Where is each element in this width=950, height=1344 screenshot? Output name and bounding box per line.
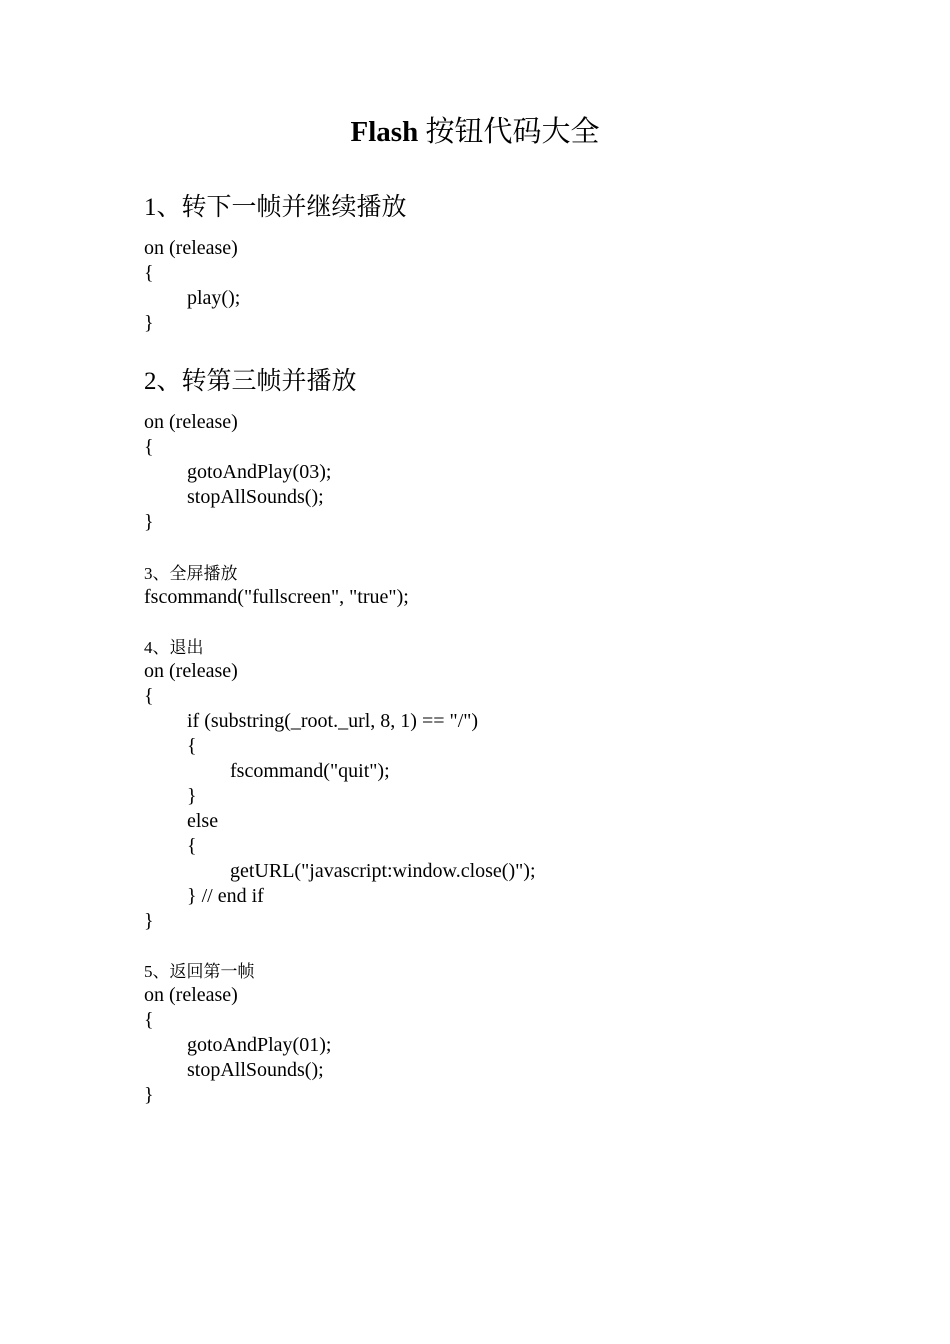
code-line: getURL("javascript:window.close()"); — [230, 860, 536, 882]
code-line: if (substring(_root._url, 8, 1) == "/") — [187, 710, 479, 732]
code-line: { — [144, 1009, 154, 1031]
code-line: { — [187, 835, 197, 857]
code-line: stopAllSounds(); — [187, 1059, 324, 1081]
code-line: on (release) — [144, 984, 238, 1006]
code-line: { — [144, 436, 154, 458]
code-line: fscommand("fullscreen", "true"); — [144, 586, 409, 608]
code-line: else — [187, 810, 219, 832]
code-line: on (release) — [144, 660, 238, 682]
section-4-heading: 4、退出 — [144, 638, 204, 657]
section-3-heading: 3、全屏播放 — [144, 564, 238, 583]
code-line: } — [144, 1084, 154, 1106]
code-line: } — [144, 312, 154, 334]
code-line: gotoAndPlay(01); — [187, 1034, 332, 1056]
section-5-heading: 5、返回第一帧 — [144, 962, 255, 981]
code-line: { — [187, 735, 197, 757]
code-line: { — [144, 262, 154, 284]
code-line: } — [144, 910, 154, 932]
page-title-latin: Flash — [350, 116, 419, 148]
code-line: play(); — [187, 287, 241, 309]
code-line: on (release) — [144, 237, 238, 259]
code-line: gotoAndPlay(03); — [187, 461, 332, 483]
section-1-heading: 1、转下一帧并继续播放 — [144, 194, 407, 221]
code-line: } — [144, 511, 154, 533]
page-title-cjk: 按钮代码大全 — [418, 116, 600, 148]
section-2-heading: 2、转第三帧并播放 — [144, 368, 357, 395]
code-line: fscommand("quit"); — [230, 760, 390, 782]
code-line: { — [144, 685, 154, 707]
code-line: } // end if — [187, 885, 264, 907]
code-line: stopAllSounds(); — [187, 486, 324, 508]
code-line: } — [187, 785, 197, 807]
page-title — [0, 112, 950, 152]
code-line: on (release) — [144, 411, 238, 433]
